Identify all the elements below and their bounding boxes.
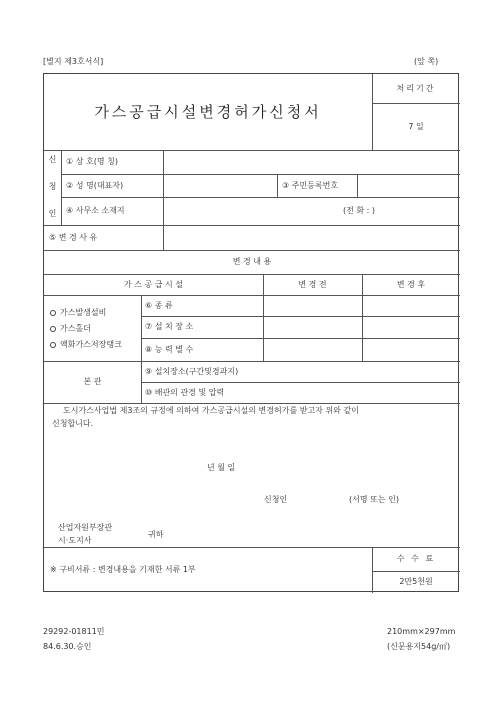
facility-option-lng-tank[interactable] [50, 339, 122, 351]
application-form [43, 73, 459, 592]
honorific-label: 귀하 [148, 530, 164, 539]
recipient-governor: 시·도지사 [58, 536, 92, 545]
radio-circle-icon [50, 342, 56, 348]
fee-label: 수 수 료 [396, 554, 436, 563]
processing-period-value: 7 일 [408, 121, 424, 131]
trade-name-field[interactable] [163, 150, 460, 174]
facility-location-label: ⑦ 설 치 장 소 [145, 322, 194, 331]
required-documents-note: ※ 구비서류 : 변경내용을 기재한 서류 1부 [50, 565, 196, 574]
phone-field[interactable]: (전 화 : ) [343, 206, 376, 215]
after-change-column-header: 변 경 후 [396, 279, 426, 289]
radio-circle-icon [50, 326, 56, 332]
facility-option-label: 액화가스저장탱크 [60, 340, 122, 349]
applicant-label-char-2: 청 [48, 182, 57, 191]
representative-name-field[interactable] [163, 174, 277, 197]
pipe-diameter-pressure-label: ⑩ 배관의 관경 및 압력 [145, 387, 225, 397]
facility-option-gas-generation[interactable] [50, 307, 106, 319]
office-address-label: ④ 사무소 소재지 [66, 206, 125, 215]
main-pipe-label: 본 관 [83, 377, 102, 386]
recipient-minister: 산업자원부장관 [58, 523, 113, 532]
resident-number-label: ③ 주민등록번호 [282, 180, 339, 190]
signature-or-seal-label: (서명 또는 인) [349, 495, 399, 504]
radio-circle-icon [50, 310, 56, 316]
change-details-title: 변 경 내 용 [232, 257, 272, 266]
facility-type-label: ⑥ 종 류 [145, 300, 173, 310]
facility-option-gas-holder[interactable] [50, 323, 91, 335]
applicant-label-char-3: 인 [48, 209, 57, 218]
pipe-location-label: ⑨ 설치장소(구간및경과지) [145, 366, 239, 376]
representative-name-label: ② 성 명(대표자) [66, 180, 124, 190]
form-title: 가스공급시설변경허가신청서 [94, 102, 322, 121]
change-reason-label: ⑤ 변 경 사 유 [49, 232, 98, 242]
change-reason-field[interactable] [163, 225, 460, 250]
resident-number-field[interactable] [357, 174, 460, 197]
declaration-text-line-1: 도시가스사업법 제3조의 규정에 의하여 가스공급시설의 변경허가를 받고자 위와 같이 [63, 406, 359, 415]
applicant-signature-label: 신청인 [264, 495, 288, 504]
approval-date: 84.6.30.승인 [43, 642, 92, 651]
facility-option-label: 가스홀더 [60, 324, 91, 333]
trade-name-label: ① 상 호(명 칭) [66, 157, 118, 166]
application-date-line: 년 월 일 [207, 463, 236, 472]
form-number-label: [별지 제3호서식] [43, 57, 104, 66]
paper-type: (신문용지54g/㎡) [387, 642, 451, 651]
paper-size: 210mm×297mm [387, 627, 456, 636]
facility-option-label: 가스발생설비 [60, 308, 107, 317]
processing-period-label: 처리기간 [396, 83, 436, 93]
facility-capacity-label: ⑧ 능 력 별 수 [145, 344, 194, 354]
declaration-text-line-2: 신청합니다. [52, 419, 94, 428]
page-side-label: (앞 쪽) [414, 57, 439, 66]
form-code: 29292-01811민 [43, 627, 105, 636]
facility-column-header: 가 스 공 급 시 설 [123, 279, 184, 289]
office-address-field[interactable] [163, 197, 343, 225]
applicant-label-char-1: 신 [48, 155, 57, 164]
fee-value: 2만5천원 [399, 577, 433, 586]
before-change-column-header: 변 경 전 [298, 279, 327, 289]
